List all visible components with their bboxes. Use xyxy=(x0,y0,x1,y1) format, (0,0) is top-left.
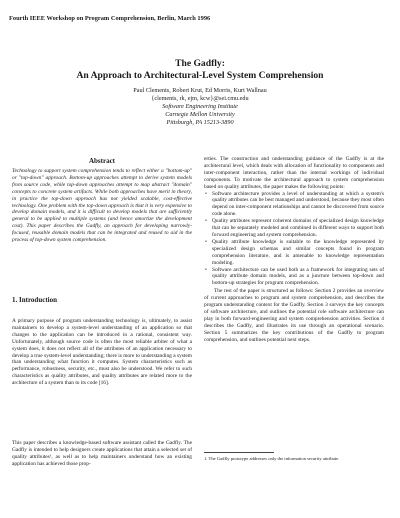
list-item: • Quality attributes represent coherent domains of specialized design knowledge that can be separately modeled and combined in different ways to support both forward engineering and system comprehension. xyxy=(212,218,384,239)
author-university: Carnegie Mellon University xyxy=(165,111,235,118)
author-emails: {clements, rk, ejm, kcw}@sei.cmu.edu xyxy=(151,95,249,102)
intro-paragraph-2: This paper describes a knowledge-based software assistant called the Gadfly. The Gadfly is intended to help designers create applications that attain a selected set of quality attributes¹, as well as to help maintainers understand how an existing application has achieved those prop- xyxy=(12,440,192,467)
paper-subtitle: An Approach to Architectural-Level System Comprehension xyxy=(76,70,324,81)
points-list xyxy=(204,191,384,288)
author-institute: Software Engineering Institute xyxy=(162,103,238,110)
right-paragraph-1: erties. The construction and understanding guidance of the Gadfly is at the architectural level, which deals with allocation of functionality to components and inter-component interaction, rather than the internal workings of individual components. To motivate the architectural approach to system comprehension based on quality attributes, the paper makes the following points: xyxy=(204,156,384,190)
list-item: • Quality attribute knowledge is suitable to the knowledge represented by specialized design schemas and similar concepts found in program comprehension literature, and is amenable to knowledge representation modeling. xyxy=(212,239,384,267)
footnote-rule xyxy=(204,452,274,453)
author-names: Paul Clements, Robert Krut, Ed Morris, Kurt Wallnau xyxy=(133,87,267,94)
abstract-heading: Abstract xyxy=(88,157,116,165)
intro-heading: 1. Introduction xyxy=(12,296,57,304)
paper-title: The Gadfly: xyxy=(175,58,225,69)
intro-paragraph-1: A primary purpose of program understanding technology is, ultimately, to assist maintainers to develop a system-level understanding of an application so that changes to the application can be introduced in a rational, consistent way. Unfortunately, although source code is often the most reliable arbiter of what a system does, it does not reflect all of the attributes of an application necessary to develop a true system-level understanding; there is more to understanding a system than understanding what function it computes. System characteristics such as performance, robustness, security, etc., must also be understood. We refer to such characteristics as quality attributes, and quality attributes are related more to the architecture of a system than to its code [16]. xyxy=(12,318,192,387)
abstract-text: Technology to support system comprehension tends to reflect either a "bottom-up" or "top-down" approach. Bottom-up approaches attempt to derive system models from source code, while top-down approaches attempt to map abstract "domain" concepts to concrete system artifacts. While both approaches have merit in theory, in practice the top-down approach has not yielded scalable, cost-effective technology. One problem with the top-down approach is that it is very expensive to develop domain models, and it is difficult to develop models that are sufficiently general to be applied to multiple systems (and hence amortize the development cost). This paper describes the Gadfly, an approach for developing narrowly-focused, reusable domain models that can be integrated and reused to aid in the process of top-down system comprehension. xyxy=(12,168,192,244)
footnote: 1. The Gadfly prototype addresses only the information security attribute. xyxy=(204,456,340,461)
author-address: Pittsburgh, PA 15213-3890 xyxy=(166,119,234,126)
workshop-header: Fourth IEEE Workshop on Program Comprehension, Berlin, March 1996 xyxy=(9,15,211,22)
list-item: • Software architecture can be used both as a framework for integrating sets of quality attribute domain models, and as a juncture between top-down and bottom-up strategies for program comprehension. xyxy=(212,267,384,288)
right-column xyxy=(204,156,384,343)
list-item: • Software architecture provides a level of understanding at which a system's quality attributes can be best managed and understood, because they most often depend on inter-component relationships and cannot be discovered from source code alone. xyxy=(212,191,384,219)
right-paragraph-2: The rest of the paper is structured as follows: Section 2 provides an overview of current approaches to program and system comprehension, and describes the program understanding context for the Gadfly. Section 3 surveys the key concepts of software architecture, and outlines the potential role software architecture can play in both forward-engineering and system comprehension activities. Section 4 describes the Gadfly, and illustrates its use through an operational scenario. Section 5 summarizes the key contributions of the Gadfly to program comprehension, and outlines potential next steps. xyxy=(204,288,384,343)
